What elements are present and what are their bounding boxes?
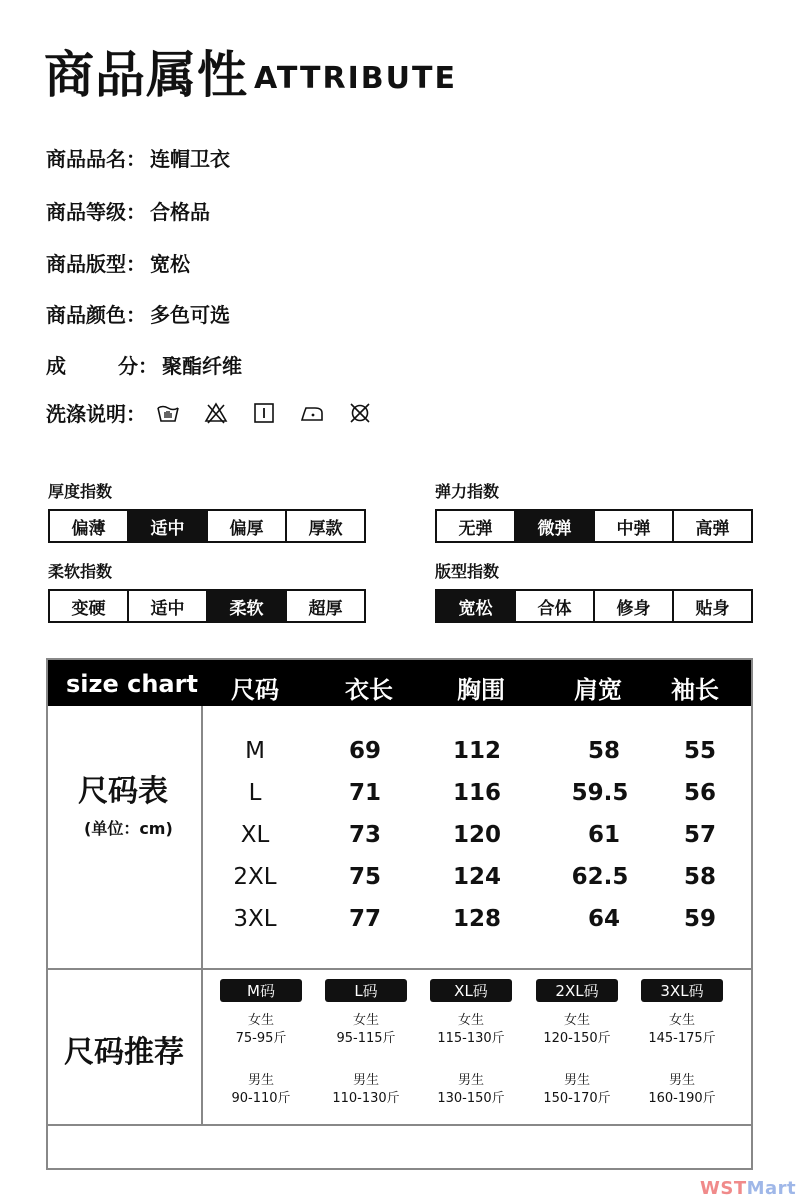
scale-option: 偏厚 [208, 511, 287, 541]
table-cell: 64 [587, 906, 621, 932]
female-label: 女生 [352, 1013, 379, 1028]
thickness-index [48, 479, 366, 543]
table-cell: 75 [348, 864, 382, 890]
table-cell: 124 [452, 864, 502, 890]
scale-option: 合体 [516, 591, 595, 621]
table-cell: 112 [452, 738, 502, 764]
do-not-tumble-dry-icon [348, 401, 372, 425]
male-weight: 90-110斤 [231, 1091, 291, 1106]
table-cell: 58 [587, 738, 621, 764]
attribute-value: 连帽卫衣 [150, 147, 230, 171]
male-label: 男生 [352, 1073, 379, 1088]
scale-option-selected: 柔软 [208, 591, 287, 621]
attribute-label: 商品颜色： [46, 303, 146, 327]
table-cell: 116 [452, 780, 502, 806]
scale-option: 厚款 [308, 518, 343, 539]
attribute-label: 商品版型： [46, 252, 146, 276]
female-weight: 75-95斤 [235, 1031, 287, 1046]
male-label: 男生 [563, 1073, 590, 1088]
page-title [44, 46, 457, 104]
size-recommendation-label: 尺码推荐 [64, 1035, 184, 1070]
attribute-label: 商品品名： [46, 147, 146, 171]
wash-icons [156, 401, 372, 425]
table-cell: M [245, 738, 265, 764]
table-cell: 120 [452, 822, 502, 848]
table-cell: 62.5 [571, 864, 629, 890]
scale-bar [48, 509, 366, 543]
size-badge: 2XL码 [536, 979, 618, 1002]
watermark-part: Mart [746, 1178, 797, 1199]
scale-option-selected: 微弹 [516, 511, 595, 541]
size-recommendation-section [48, 970, 751, 1126]
scale-option: 贴身 [695, 598, 730, 619]
header-cell-title: size chart [66, 670, 198, 698]
scale-title: 厚度指数 [48, 482, 113, 501]
column-divider [201, 706, 203, 1126]
female-label: 女生 [247, 1013, 274, 1028]
size-table-section [48, 706, 751, 970]
fit-index [435, 559, 753, 623]
attribute-row-name [46, 143, 230, 172]
male-label: 男生 [247, 1073, 274, 1088]
size-table-label: 尺码表 [78, 774, 168, 809]
size-badge: M码 [220, 979, 302, 1002]
hand-wash-icon [156, 401, 180, 425]
female-weight: 120-150斤 [543, 1031, 611, 1046]
scale-option: 无弹 [437, 511, 516, 541]
female-weight: 95-115斤 [336, 1031, 396, 1046]
attribute-row-fit [46, 248, 190, 277]
attribute-row-material [46, 350, 242, 379]
female-label: 女生 [457, 1013, 484, 1028]
table-cell: 55 [683, 738, 717, 764]
attribute-value: 多色可选 [150, 303, 230, 327]
attribute-value: 聚酯纤维 [162, 354, 242, 378]
male-weight: 110-130斤 [332, 1091, 400, 1106]
table-cell: XL [240, 822, 270, 848]
male-weight: 160-190斤 [648, 1091, 716, 1106]
attribute-value: 合格品 [150, 200, 210, 224]
table-cell: 59.5 [571, 780, 629, 806]
table-cell: 71 [348, 780, 382, 806]
scale-bar [435, 509, 753, 543]
table-cell: 3XL [233, 906, 277, 932]
female-label: 女生 [563, 1013, 590, 1028]
female-weight: 115-130斤 [437, 1031, 505, 1046]
table-cell: 57 [683, 822, 717, 848]
scale-option: 适中 [129, 591, 208, 621]
size-badge: L码 [325, 979, 407, 1002]
size-badge: XL码 [430, 979, 512, 1002]
watermark-part: WST [700, 1178, 747, 1199]
header-cell-chest: 胸围 [457, 676, 505, 704]
header-cell-shoulder: 肩宽 [574, 676, 622, 704]
attribute-value: 宽松 [150, 252, 190, 276]
table-cell: L [248, 780, 262, 806]
size-chart [46, 658, 753, 1170]
attribute-label-part: 分： [118, 354, 158, 378]
table-cell: 73 [348, 822, 382, 848]
size-chart-header [48, 660, 751, 706]
female-label: 女生 [668, 1013, 695, 1028]
attribute-label: 洗涤说明： [46, 402, 146, 426]
scale-option: 超厚 [308, 598, 343, 619]
attribute-row-color [46, 299, 230, 328]
line-dry-icon [252, 401, 276, 425]
table-cell: 69 [348, 738, 382, 764]
table-cell: 58 [683, 864, 717, 890]
male-label: 男生 [457, 1073, 484, 1088]
male-weight: 150-170斤 [543, 1091, 611, 1106]
title-english: ATTRIBUTE [254, 61, 457, 96]
scale-title: 弹力指数 [435, 482, 500, 501]
female-weight: 145-175斤 [648, 1031, 716, 1046]
unit-label: (单位：cm) [84, 819, 173, 838]
size-badge: 3XL码 [641, 979, 723, 1002]
scale-bar [48, 589, 366, 623]
elasticity-index [435, 479, 753, 543]
scale-option: 修身 [595, 591, 674, 621]
low-iron-icon [300, 401, 324, 425]
header-cell-length: 衣长 [345, 676, 393, 704]
scale-option: 高弹 [695, 518, 730, 539]
scale-option: 变硬 [50, 591, 129, 621]
attribute-row-wash [46, 398, 372, 427]
table-cell: 128 [452, 906, 502, 932]
softness-index [48, 559, 366, 623]
scale-title: 柔软指数 [48, 562, 113, 581]
attribute-label: 商品等级： [46, 200, 146, 224]
table-cell: 56 [683, 780, 717, 806]
scale-option-selected: 适中 [129, 511, 208, 541]
table-cell: 2XL [233, 864, 277, 890]
attribute-row-grade [46, 196, 210, 225]
scale-option: 偏薄 [50, 511, 129, 541]
attribute-label [46, 350, 158, 379]
male-weight: 130-150斤 [437, 1091, 505, 1106]
header-cell-size: 尺码 [231, 676, 279, 704]
attribute-label-part: 成 [46, 354, 66, 378]
scale-bar [435, 589, 753, 623]
do-not-bleach-icon [204, 401, 228, 425]
table-cell: 77 [348, 906, 382, 932]
title-chinese: 商品属性 [44, 46, 248, 104]
scale-title: 版型指数 [435, 562, 500, 581]
table-cell: 61 [587, 822, 621, 848]
scale-option-selected: 宽松 [437, 591, 516, 621]
male-label: 男生 [668, 1073, 695, 1088]
header-cell-sleeve: 袖长 [671, 676, 719, 704]
scale-option: 中弹 [595, 511, 674, 541]
table-cell: 59 [683, 906, 717, 932]
watermark [700, 1178, 796, 1199]
